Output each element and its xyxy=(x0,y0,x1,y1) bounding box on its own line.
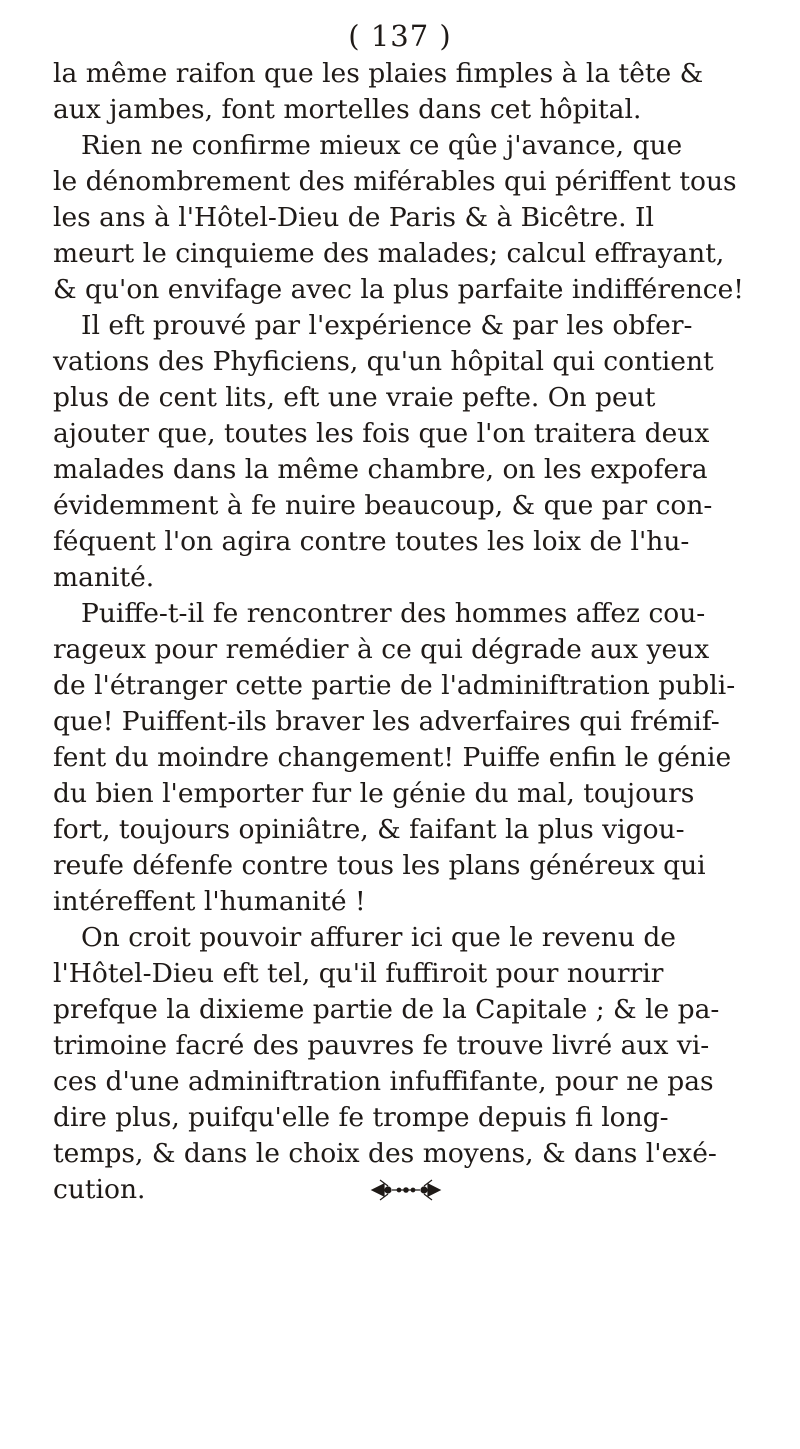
text-line: évidemment à fe nuire beaucoup, & que par con- xyxy=(53,490,713,521)
text-line: Rien ne confirme mieux ce qûe j'avance, que xyxy=(81,130,683,161)
text-line: ces d'une adminiftration infuffifante, pour ne pas xyxy=(53,1066,714,1097)
text-line: malades dans la même chambre, on les expofera xyxy=(53,454,708,485)
text-line: féquent l'on agira contre toutes les loix de l'hu- xyxy=(53,526,690,557)
text-line: la même raifon que les plaies fimples à la tête & xyxy=(53,58,704,89)
text-line: vations des Phyficiens, qu'un hôpital qui contient xyxy=(53,346,714,377)
text-line: les ans à l'Hôtel-Dieu de Paris & à Bicêtre. Il xyxy=(53,202,654,233)
text-line: dire plus, puifqu'elle fe trompe depuis fi long- xyxy=(53,1102,669,1133)
text-line: ajouter que, toutes les fois que l'on traitera deux xyxy=(53,418,710,449)
body-text xyxy=(53,56,798,1208)
text-line: aux jambes, font mortelles dans cet hôpital. xyxy=(53,94,642,125)
text-line: On croit pouvoir affurer ici que le revenu de xyxy=(81,922,676,953)
text-line: manité. xyxy=(53,562,155,593)
text-line: plus de cent lits, eft une vraie pefte. On peut xyxy=(53,382,656,413)
text-line: prefque la dixieme partie de la Capitale ; & le pa- xyxy=(53,994,720,1025)
text-line: fent du moindre changement! Puiffe enfin le génie xyxy=(53,742,732,773)
text-line: reufe défenfe contre tous les plans généreux qui xyxy=(53,850,706,881)
text-line: l'Hôtel-Dieu eft tel, qu'il fuffiroit pour nourrir xyxy=(53,958,664,989)
text-line: cution. xyxy=(53,1174,146,1205)
text-line: le dénombrement des miférables qui périffent tous xyxy=(53,166,737,197)
text-line: fort, toujours opiniâtre, & faifant la plus vigou- xyxy=(53,814,685,845)
text-line: Il eft prouvé par l'expérience & par les obfer- xyxy=(81,310,693,341)
printers-ornament-icon xyxy=(366,1175,446,1205)
text-line: & qu'on envifage avec la plus parfaite indifférence! xyxy=(53,274,744,305)
text-line: intéreffent l'humanité ! xyxy=(53,886,366,917)
text-line: que! Puiffent-ils braver les adverfaires qui frémif- xyxy=(53,706,720,737)
text-line: Puiffe-t-il fe rencontrer des hommes affez cou- xyxy=(81,598,706,629)
text-line: meurt le cinquieme des malades; calcul effrayant, xyxy=(53,238,725,269)
text-line: de l'étranger cette partie de l'adminiftration publi- xyxy=(53,670,736,701)
text-line: du bien l'emporter fur le génie du mal, toujours xyxy=(53,778,695,809)
text-line: rageux pour remédier à ce qui dégrade aux yeux xyxy=(53,634,710,665)
page-number: ( 137 ) xyxy=(348,19,452,53)
text-line: trimoine facré des pauvres fe trouve livré aux vi- xyxy=(53,1030,710,1061)
text-line: temps, & dans le choix des moyens, & dans l'exé- xyxy=(53,1138,717,1169)
